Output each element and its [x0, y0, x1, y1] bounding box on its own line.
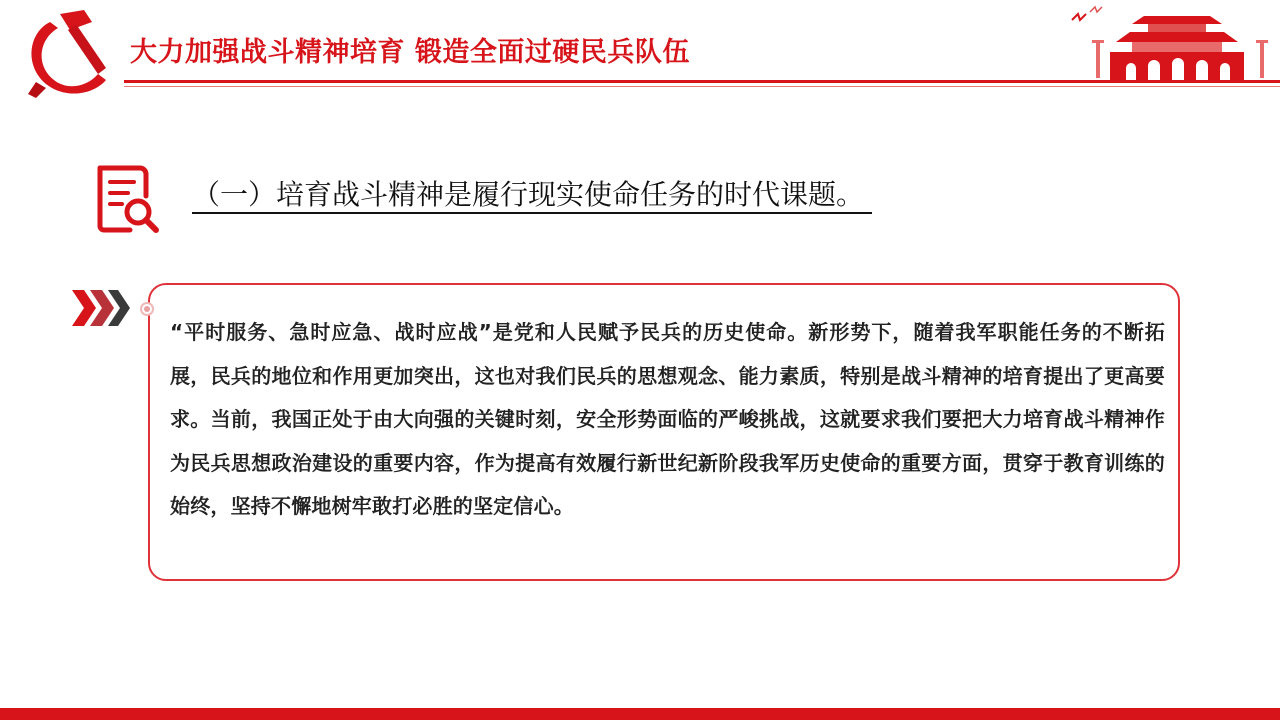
chevron-arrows-icon [72, 288, 132, 328]
tiananmen-icon [1060, 2, 1280, 82]
section-heading: （一）培育战斗精神是履行现实使命任务的时代课题。 [192, 178, 872, 214]
document-search-icon [94, 162, 160, 236]
hammer-sickle-icon [20, 8, 120, 100]
page-title: 大力加强战斗精神培育 锻造全面过硬民兵队伍 [130, 37, 690, 68]
box-corner-dot [140, 302, 154, 316]
header-divider-thin [124, 86, 1280, 87]
footer-bar [0, 708, 1280, 720]
content-paragraph: “平时服务、急时应急、战时应战”是党和人民赋予民兵的历史使命。新形势下，随着我军职能任务的不断拓展，民兵的地位和作用更加突出，这也对我们民兵的思想观念、能力素质，特别是战斗精神的培育提出了更高要求。当前，我国正处于由大向强的关键时刻，安全形势面临的严峻挑战，这就要求我们要把大力培育战斗精神作为民兵思想政治建设的重要内容，作为提高有效履行新世纪新阶段我军历史使命的重要方面，贯穿于教育训练的始终，坚持不懈地树牢敢打必胜的坚定信心。 [170, 320, 1165, 518]
